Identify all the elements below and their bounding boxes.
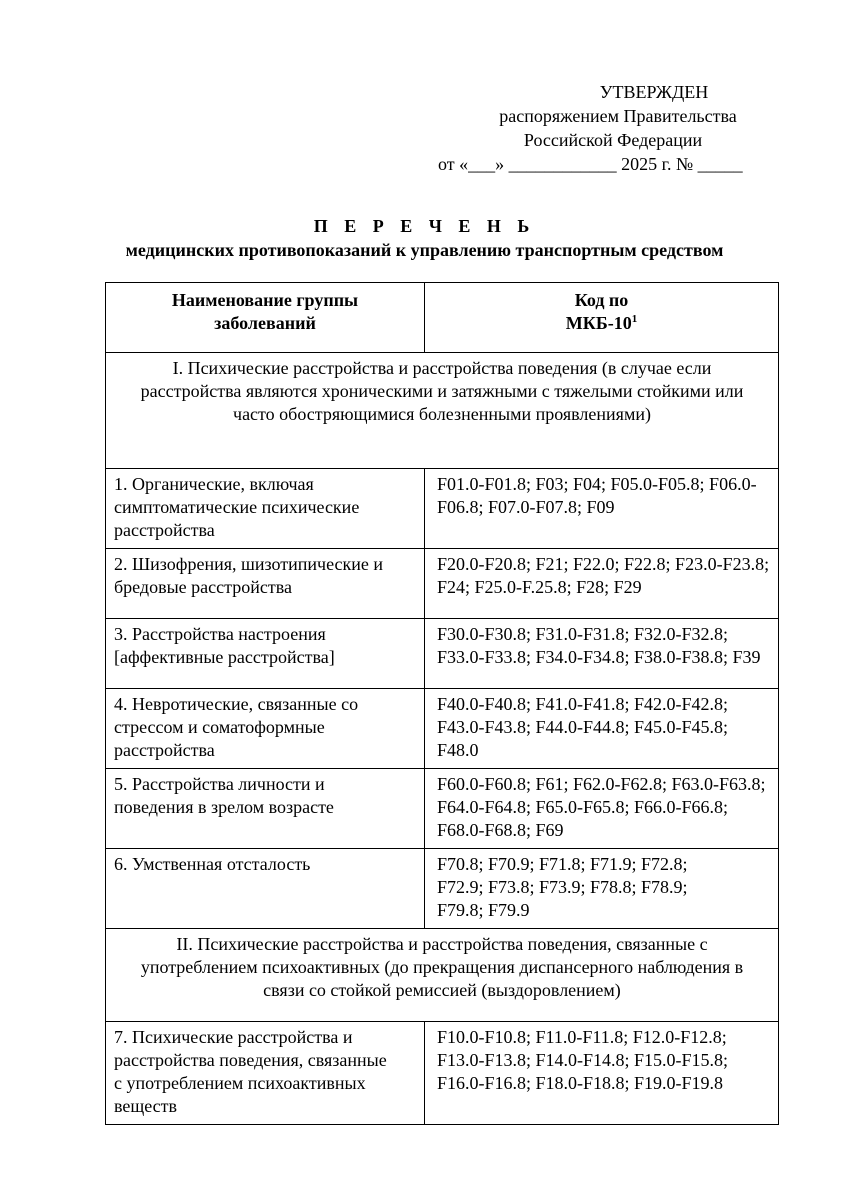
approval-date-line: от «___» ____________ 2025 г. № _____ <box>438 154 743 174</box>
section-row <box>106 353 779 469</box>
disease-group-text: 2. Шизофрения, шизотипические и бредовые расстройства <box>114 554 383 597</box>
section-2-text: II. Психические расстройства и расстройства поведения, связанные с употреблением психоактивных (до прекращения диспансерного наблюдения в связи со стойкой ремиссией (выздоровлением) <box>140 934 744 1000</box>
disease-group-text: 3. Расстройства настроения [аффективные расстройства] <box>114 624 335 667</box>
table-row <box>106 619 779 689</box>
approval-line-government: Российской Федерации <box>523 130 703 150</box>
disease-group-text: 7. Психические расстройства и расстройства поведения, связанные с употреблением психоактивных веществ <box>114 1027 387 1116</box>
icd-code-cell: F10.0-F10.8; F11.0-F11.8; F12.0-F12.8; F13.0-F13.8; F14.0-F14.8; F15.0-F15.8; F16.0-F16.8; F18.0-F18.8; F19.0-F19.8 <box>425 1022 779 1125</box>
table-row <box>106 769 779 849</box>
title-heading: П Е Р Е Ч Е Н Ь <box>313 216 536 236</box>
section-2-title <box>106 929 779 1022</box>
icd-code-cell: F40.0-F40.8; F41.0-F41.8; F42.0-F42.8; F43.0-F43.8; F44.0-F44.8; F45.0-F45.8; F48.0 <box>425 689 779 769</box>
document-title <box>0 214 849 262</box>
section-row <box>106 929 779 1022</box>
approval-heading: УТВЕРЖДЕН <box>599 82 709 102</box>
disease-group-text: 4. Невротические, связанные со стрессом и соматоформные расстройства <box>114 694 359 760</box>
table-row <box>106 849 779 929</box>
header-icd-code-text: Код по МКБ-10 <box>565 290 632 333</box>
icd-code-text: F70.8; F70.9; F71.8; F71.9; F72.8; F72.9; F73.8; F73.9; F78.8; F78.9; F79.8; F79.9 <box>437 854 688 920</box>
icd-code-cell: F30.0-F30.8; F31.0-F31.8; F32.0-F32.8; F33.0-F33.8; F34.0-F34.8; F38.0-F38.8; F39 <box>425 619 779 689</box>
approval-block <box>420 80 800 176</box>
approval-line-order: распоряжением Правительства <box>499 106 737 126</box>
disease-group-cell <box>106 1022 425 1125</box>
icd-code-cell: F01.0-F01.8; F03; F04; F05.0-F05.8; F06.0-F06.8; F07.0-F07.8; F09 <box>425 469 779 549</box>
table-row <box>106 469 779 549</box>
disease-group-cell <box>106 469 425 549</box>
footnote-marker: 1 <box>631 313 638 325</box>
icd-code-cell: F60.0-F60.8; F61; F62.0-F62.8; F63.0-F63.8; F64.0-F64.8; F65.0-F65.8; F66.0-F66.8; F68.0-F68.8; F69 <box>425 769 779 849</box>
icd-code-cell: F20.0-F20.8; F21; F22.0; F22.8; F23.0-F23.8; F24; F25.0-F.25.8; F28; F29 <box>425 549 779 619</box>
disease-group-cell <box>106 849 425 929</box>
section-1-text: I. Психические расстройства и расстройства поведения (в случае если расстройства являются хроническими и затяжными с тяжелыми стойкими или часто обостряющимися болезненными проявлениями) <box>140 358 744 424</box>
header-icd-code-label <box>542 289 662 335</box>
disease-group-text: 1. Органические, включая симптоматические психические расстройства <box>114 474 360 540</box>
table-row <box>106 689 779 769</box>
title-subtitle: медицинских противопоказаний к управлению транспортным средством <box>125 240 724 260</box>
disease-group-cell <box>106 549 425 619</box>
section-1-title <box>106 353 779 469</box>
icd-code-cell <box>425 849 779 929</box>
contraindications-table <box>105 282 779 1125</box>
table-row <box>106 1022 779 1125</box>
disease-group-cell <box>106 689 425 769</box>
header-icd-code <box>425 283 779 353</box>
disease-group-cell <box>106 619 425 689</box>
disease-group-cell <box>106 769 425 849</box>
table-row <box>106 549 779 619</box>
header-disease-group-label: Наименование группы заболеваний <box>171 290 359 333</box>
disease-group-text: 5. Расстройства личности и поведения в зрелом возрасте <box>114 774 334 817</box>
table-header-row <box>106 283 779 353</box>
disease-group-text: 6. Умственная отсталость <box>114 854 311 874</box>
header-disease-group <box>106 283 425 353</box>
